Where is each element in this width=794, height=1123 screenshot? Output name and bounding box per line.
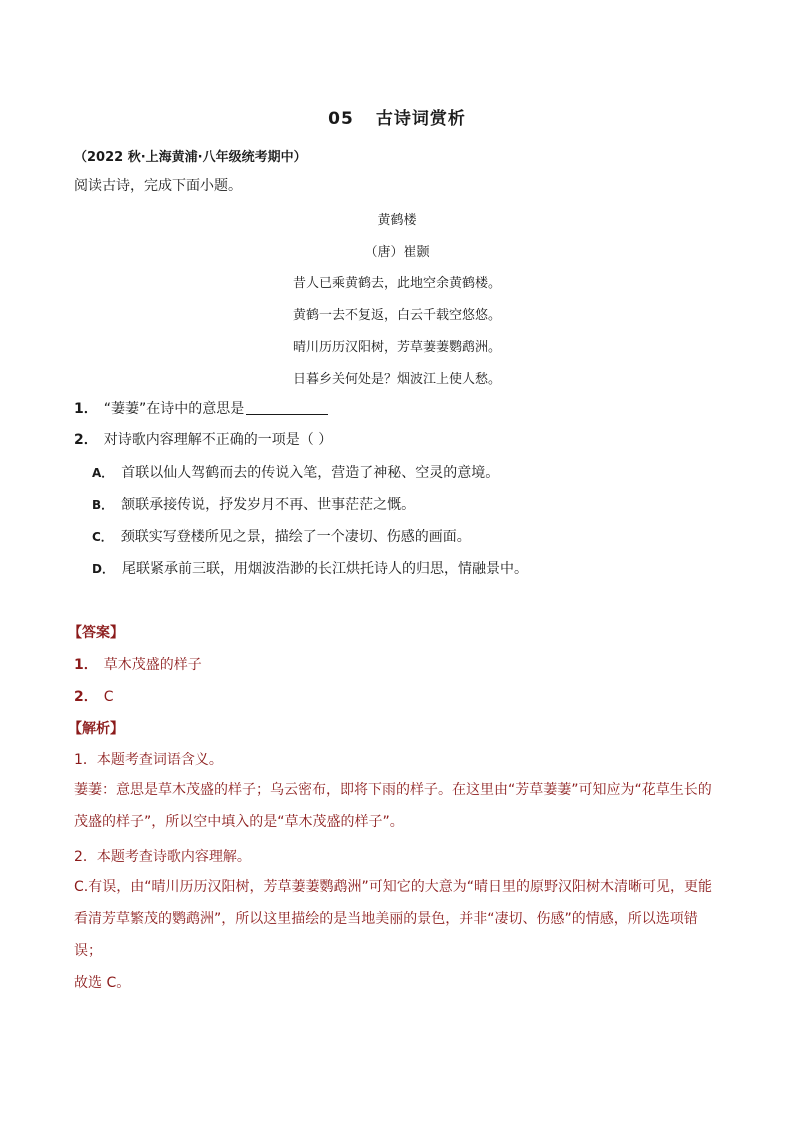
poem-line: 晴川历历汉阳树，芳草萋萋鹦鹉洲。 — [292, 340, 501, 355]
answer-2 — [74, 686, 114, 706]
option-b — [92, 494, 415, 514]
answer-text: C — [103, 689, 114, 705]
poem-line: 日暮乡关何处是？烟波江上使人愁。 — [292, 372, 501, 387]
answer-text: 草木茂盛的样子 — [103, 657, 202, 673]
option-text: 颔联承接传说，抒发岁月不再、世事茫茫之慨。 — [121, 497, 416, 513]
answer-heading: 【答案】 — [68, 625, 124, 641]
option-text: 尾联紧承前三联，用烟波浩渺的长江烘托诗人的归思，情融景中。 — [121, 561, 528, 577]
option-d — [92, 558, 528, 578]
analysis-heading: 【解析】 — [68, 721, 124, 737]
answer-number: 1． — [74, 657, 98, 673]
answer-1 — [74, 654, 202, 674]
answer-blank — [246, 400, 328, 415]
option-a — [92, 462, 499, 482]
poem-line: 昔人已乘黄鹤去，此地空余黄鹤楼。 — [292, 276, 501, 291]
question-source: （2022 秋·上海黄浦·八年级统考期中） — [74, 150, 307, 165]
analysis-q2-heading: 2．本题考查诗歌内容理解。 — [74, 849, 251, 865]
option-c — [92, 526, 471, 546]
option-label: B． — [92, 498, 114, 512]
page-title — [0, 104, 794, 129]
analysis-q1-body: 萋萋：意思是草木茂盛的样子；乌云密布，即将下雨的样子。在这里由“芳草萋萋”可知应为“花草生长的茂盛的样子”，所以空中填入的是“草木茂盛的样子”。 — [74, 782, 712, 830]
section-title: 古诗词赏析 — [375, 109, 466, 129]
option-label: D． — [92, 562, 114, 576]
option-label: A． — [92, 466, 114, 480]
question-text: 对诗歌内容理解不正确的一项是（ ） — [103, 432, 333, 448]
option-label: C． — [92, 530, 113, 544]
question-number: 2． — [74, 432, 98, 448]
question-number: 1． — [74, 401, 98, 417]
option-text: 首联以仙人驾鹤而去的传说入笔，营造了神秘、空灵的意境。 — [121, 465, 500, 481]
analysis-q2-body: C.有误，由“晴川历历汉阳树，芳草萋萋鹦鹉洲”可知它的大意为“晴日里的原野汉阳树木清晰可见，更能看清芳草繁茂的鹦鹉洲”，所以这里描绘的是当地美丽的景色，并非“凄切、伤感”的情感，所以选项错误； — [74, 879, 712, 959]
analysis-conclusion: 故选 C。 — [74, 975, 131, 991]
instruction: 阅读古诗，完成下面小题。 — [74, 178, 242, 194]
option-text: 颈联实写登楼所见之景，描绘了一个凄切、伤感的画面。 — [120, 529, 471, 545]
answer-number: 2． — [74, 689, 98, 705]
poem-title: 黄鹤楼 — [377, 213, 417, 228]
section-number: 05 — [328, 109, 354, 129]
question-text: “萋萋”在诗中的意思是 — [103, 401, 245, 417]
question-2 — [74, 429, 332, 449]
poem-author: （唐）崔颢 — [364, 245, 430, 260]
analysis-q1-heading: 1．本题考查词语含义。 — [74, 752, 223, 768]
question-1 — [74, 398, 328, 418]
poem-line: 黄鹤一去不复返，白云千载空悠悠。 — [292, 308, 501, 323]
